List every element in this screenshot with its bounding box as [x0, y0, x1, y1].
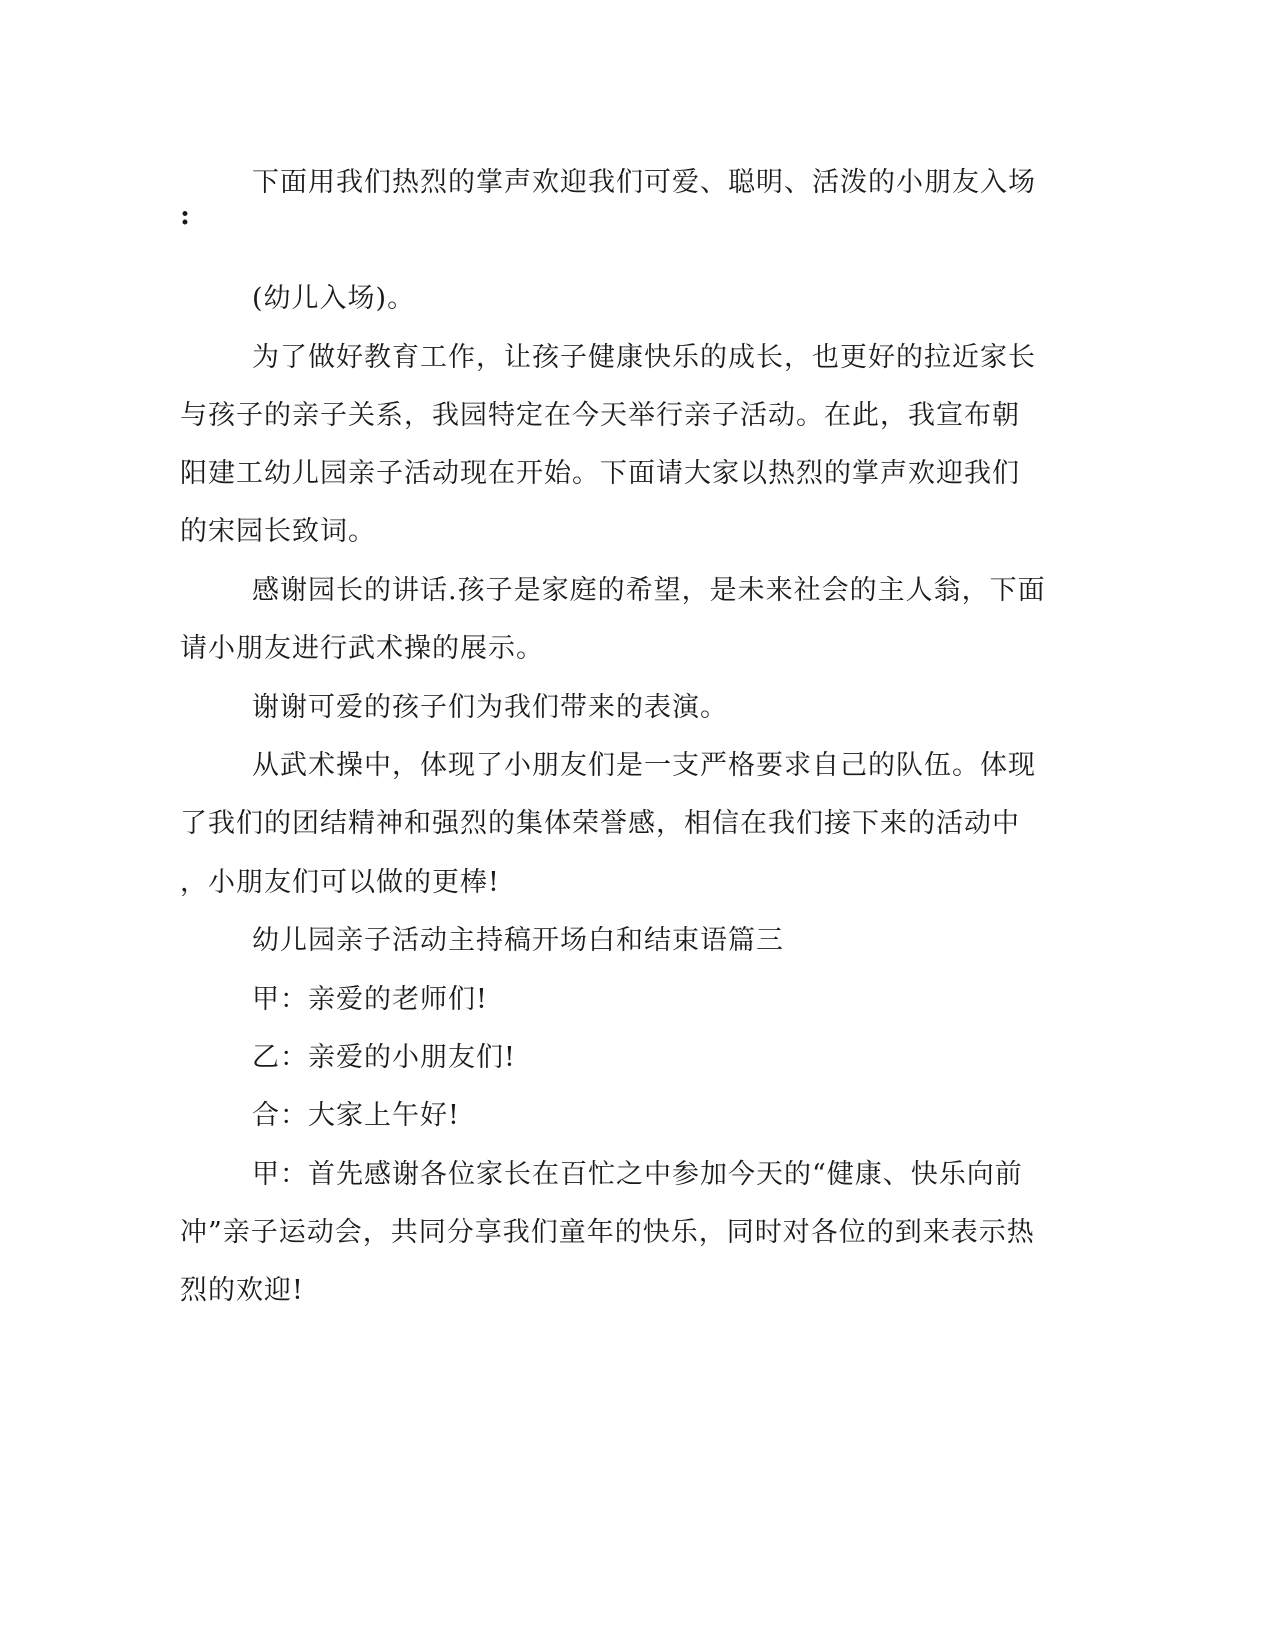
text-line-13: ，小朋友们可以做的更棒!	[180, 867, 500, 898]
text-line-12: 了我们的团结精神和强烈的集体荣誉感，相信在我们接下来的活动中	[180, 808, 1020, 839]
text-line-5: 与孩子的亲子关系，我园特定在今天举行亲子活动。在此，我宣布朝	[180, 400, 1020, 431]
text-line-8: 感谢园长的讲话.孩子是家庭的希望，是未来社会的主人翁，下面	[252, 575, 1046, 606]
text-line-18: 甲：首先感谢各位家长在百忙之中参加今天的“健康、快乐向前	[252, 1159, 1023, 1190]
text-line-10: 谢谢可爱的孩子们为我们带来的表演。	[252, 692, 728, 723]
text-line-4: 为了做好教育工作，让孩子健康快乐的成长，也更好的拉近家长	[252, 342, 1036, 373]
text-line-17: 合：大家上午好!	[252, 1100, 460, 1131]
text-line-7: 的宋园长致词。	[180, 516, 376, 547]
text-line-6: 阳建工幼儿园亲子活动现在开始。下面请大家以热烈的掌声欢迎我们	[180, 458, 1020, 489]
text-line-2: :	[180, 200, 191, 231]
text-line-19: 冲”亲子运动会，共同分享我们童年的快乐，同时对各位的到来表示热	[180, 1217, 1035, 1248]
text-line-11: 从武术操中，体现了小朋友们是一支严格要求自己的队伍。体现	[252, 750, 1036, 781]
text-line-9: 请小朋友进行武术操的展示。	[180, 633, 544, 664]
section-heading: 幼儿园亲子活动主持稿开场白和结束语篇三	[252, 925, 784, 956]
text-line-20: 烈的欢迎!	[180, 1275, 304, 1306]
text-line-16: 乙：亲爱的小朋友们!	[252, 1042, 516, 1073]
text-line-1: 下面用我们热烈的掌声欢迎我们可爱、聪明、活泼的小朋友入场	[252, 167, 1036, 198]
text-line-15: 甲：亲爱的老师们!	[252, 984, 488, 1015]
text-line-3: (幼儿入场)。	[252, 283, 416, 314]
